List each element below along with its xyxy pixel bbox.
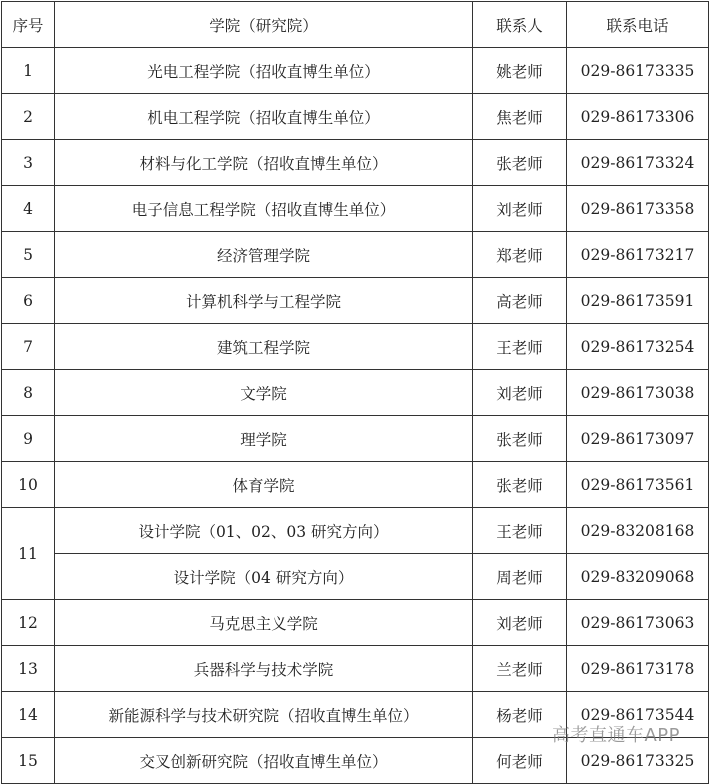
contact-name: 王老师 (473, 324, 567, 370)
phone-number: 029-86173254 (567, 324, 709, 370)
table-row (2, 508, 709, 554)
table-row (2, 94, 709, 140)
contact-name: 焦老师 (473, 94, 567, 140)
row-number: 13 (2, 646, 55, 692)
contact-name: 姚老师 (473, 48, 567, 94)
row-number: 15 (2, 738, 55, 784)
table-row (2, 324, 709, 370)
college-name: 建筑工程学院 (55, 324, 473, 370)
table-row (2, 646, 709, 692)
contact-name: 张老师 (473, 140, 567, 186)
phone-number: 029-86173063 (567, 600, 709, 646)
college-name: 理学院 (55, 416, 473, 462)
contact-name: 高老师 (473, 278, 567, 324)
college-name: 计算机科学与工程学院 (55, 278, 473, 324)
table-row (2, 554, 709, 600)
phone-number: 029-86173544 (567, 692, 709, 738)
phone-number: 029-86173038 (567, 370, 709, 416)
phone-number: 029-86173306 (567, 94, 709, 140)
contact-name: 杨老师 (473, 692, 567, 738)
phone-number: 029-86173178 (567, 646, 709, 692)
row-number: 7 (2, 324, 55, 370)
college-name: 设计学院（01、02、03 研究方向） (55, 508, 473, 554)
college-name: 设计学院（04 研究方向） (55, 554, 473, 600)
contact-name: 刘老师 (473, 600, 567, 646)
table-row (2, 462, 709, 508)
table-row (2, 600, 709, 646)
contact-name: 刘老师 (473, 186, 567, 232)
college-name: 兵器科学与技术学院 (55, 646, 473, 692)
phone-number: 029-86173217 (567, 232, 709, 278)
college-name: 交叉创新研究院（招收直博生单位） (55, 738, 473, 784)
table-row (2, 140, 709, 186)
watermark: 高考直通车APP (551, 725, 680, 746)
college-name: 光电工程学院（招收直博生单位） (55, 48, 473, 94)
row-number: 1 (2, 48, 55, 94)
table-row (2, 48, 709, 94)
phone-number: 029-86173325 (567, 738, 709, 784)
row-number: 9 (2, 416, 55, 462)
row-number: 4 (2, 186, 55, 232)
header-row (2, 2, 709, 48)
college-name: 马克思主义学院 (55, 600, 473, 646)
table-row (2, 416, 709, 462)
header-number: 序号 (2, 2, 55, 48)
contact-name: 郑老师 (473, 232, 567, 278)
college-name: 经济管理学院 (55, 232, 473, 278)
row-number: 5 (2, 232, 55, 278)
contact-name: 兰老师 (473, 646, 567, 692)
row-number: 3 (2, 140, 55, 186)
contact-name: 张老师 (473, 416, 567, 462)
phone-number: 029-86173561 (567, 462, 709, 508)
row-number: 12 (2, 600, 55, 646)
header-college: 学院（研究院） (55, 2, 473, 48)
row-number: 11 (2, 508, 55, 600)
header-phone: 联系电话 (567, 2, 709, 48)
college-name: 机电工程学院（招收直博生单位） (55, 94, 473, 140)
college-name: 电子信息工程学院（招收直博生单位） (55, 186, 473, 232)
row-number: 2 (2, 94, 55, 140)
phone-number: 029-86173335 (567, 48, 709, 94)
contact-name: 张老师 (473, 462, 567, 508)
contact-name: 周老师 (473, 554, 567, 600)
row-number: 6 (2, 278, 55, 324)
phone-number: 029-83208168 (567, 508, 709, 554)
contact-name: 王老师 (473, 508, 567, 554)
header-contact: 联系人 (473, 2, 567, 48)
row-number: 14 (2, 692, 55, 738)
phone-number: 029-86173097 (567, 416, 709, 462)
contact-name: 何老师 (473, 738, 567, 784)
table-row (2, 278, 709, 324)
phone-number: 029-86173358 (567, 186, 709, 232)
table-row (2, 370, 709, 416)
phone-number: 029-83209068 (567, 554, 709, 600)
contact-table (1, 1, 709, 784)
phone-number: 029-86173591 (567, 278, 709, 324)
contact-name: 刘老师 (473, 370, 567, 416)
college-name: 体育学院 (55, 462, 473, 508)
college-name: 材料与化工学院（招收直博生单位） (55, 140, 473, 186)
phone-number: 029-86173324 (567, 140, 709, 186)
table-row (2, 232, 709, 278)
college-name: 文学院 (55, 370, 473, 416)
table-row (2, 186, 709, 232)
row-number: 10 (2, 462, 55, 508)
college-name: 新能源科学与技术研究院（招收直博生单位） (55, 692, 473, 738)
row-number: 8 (2, 370, 55, 416)
